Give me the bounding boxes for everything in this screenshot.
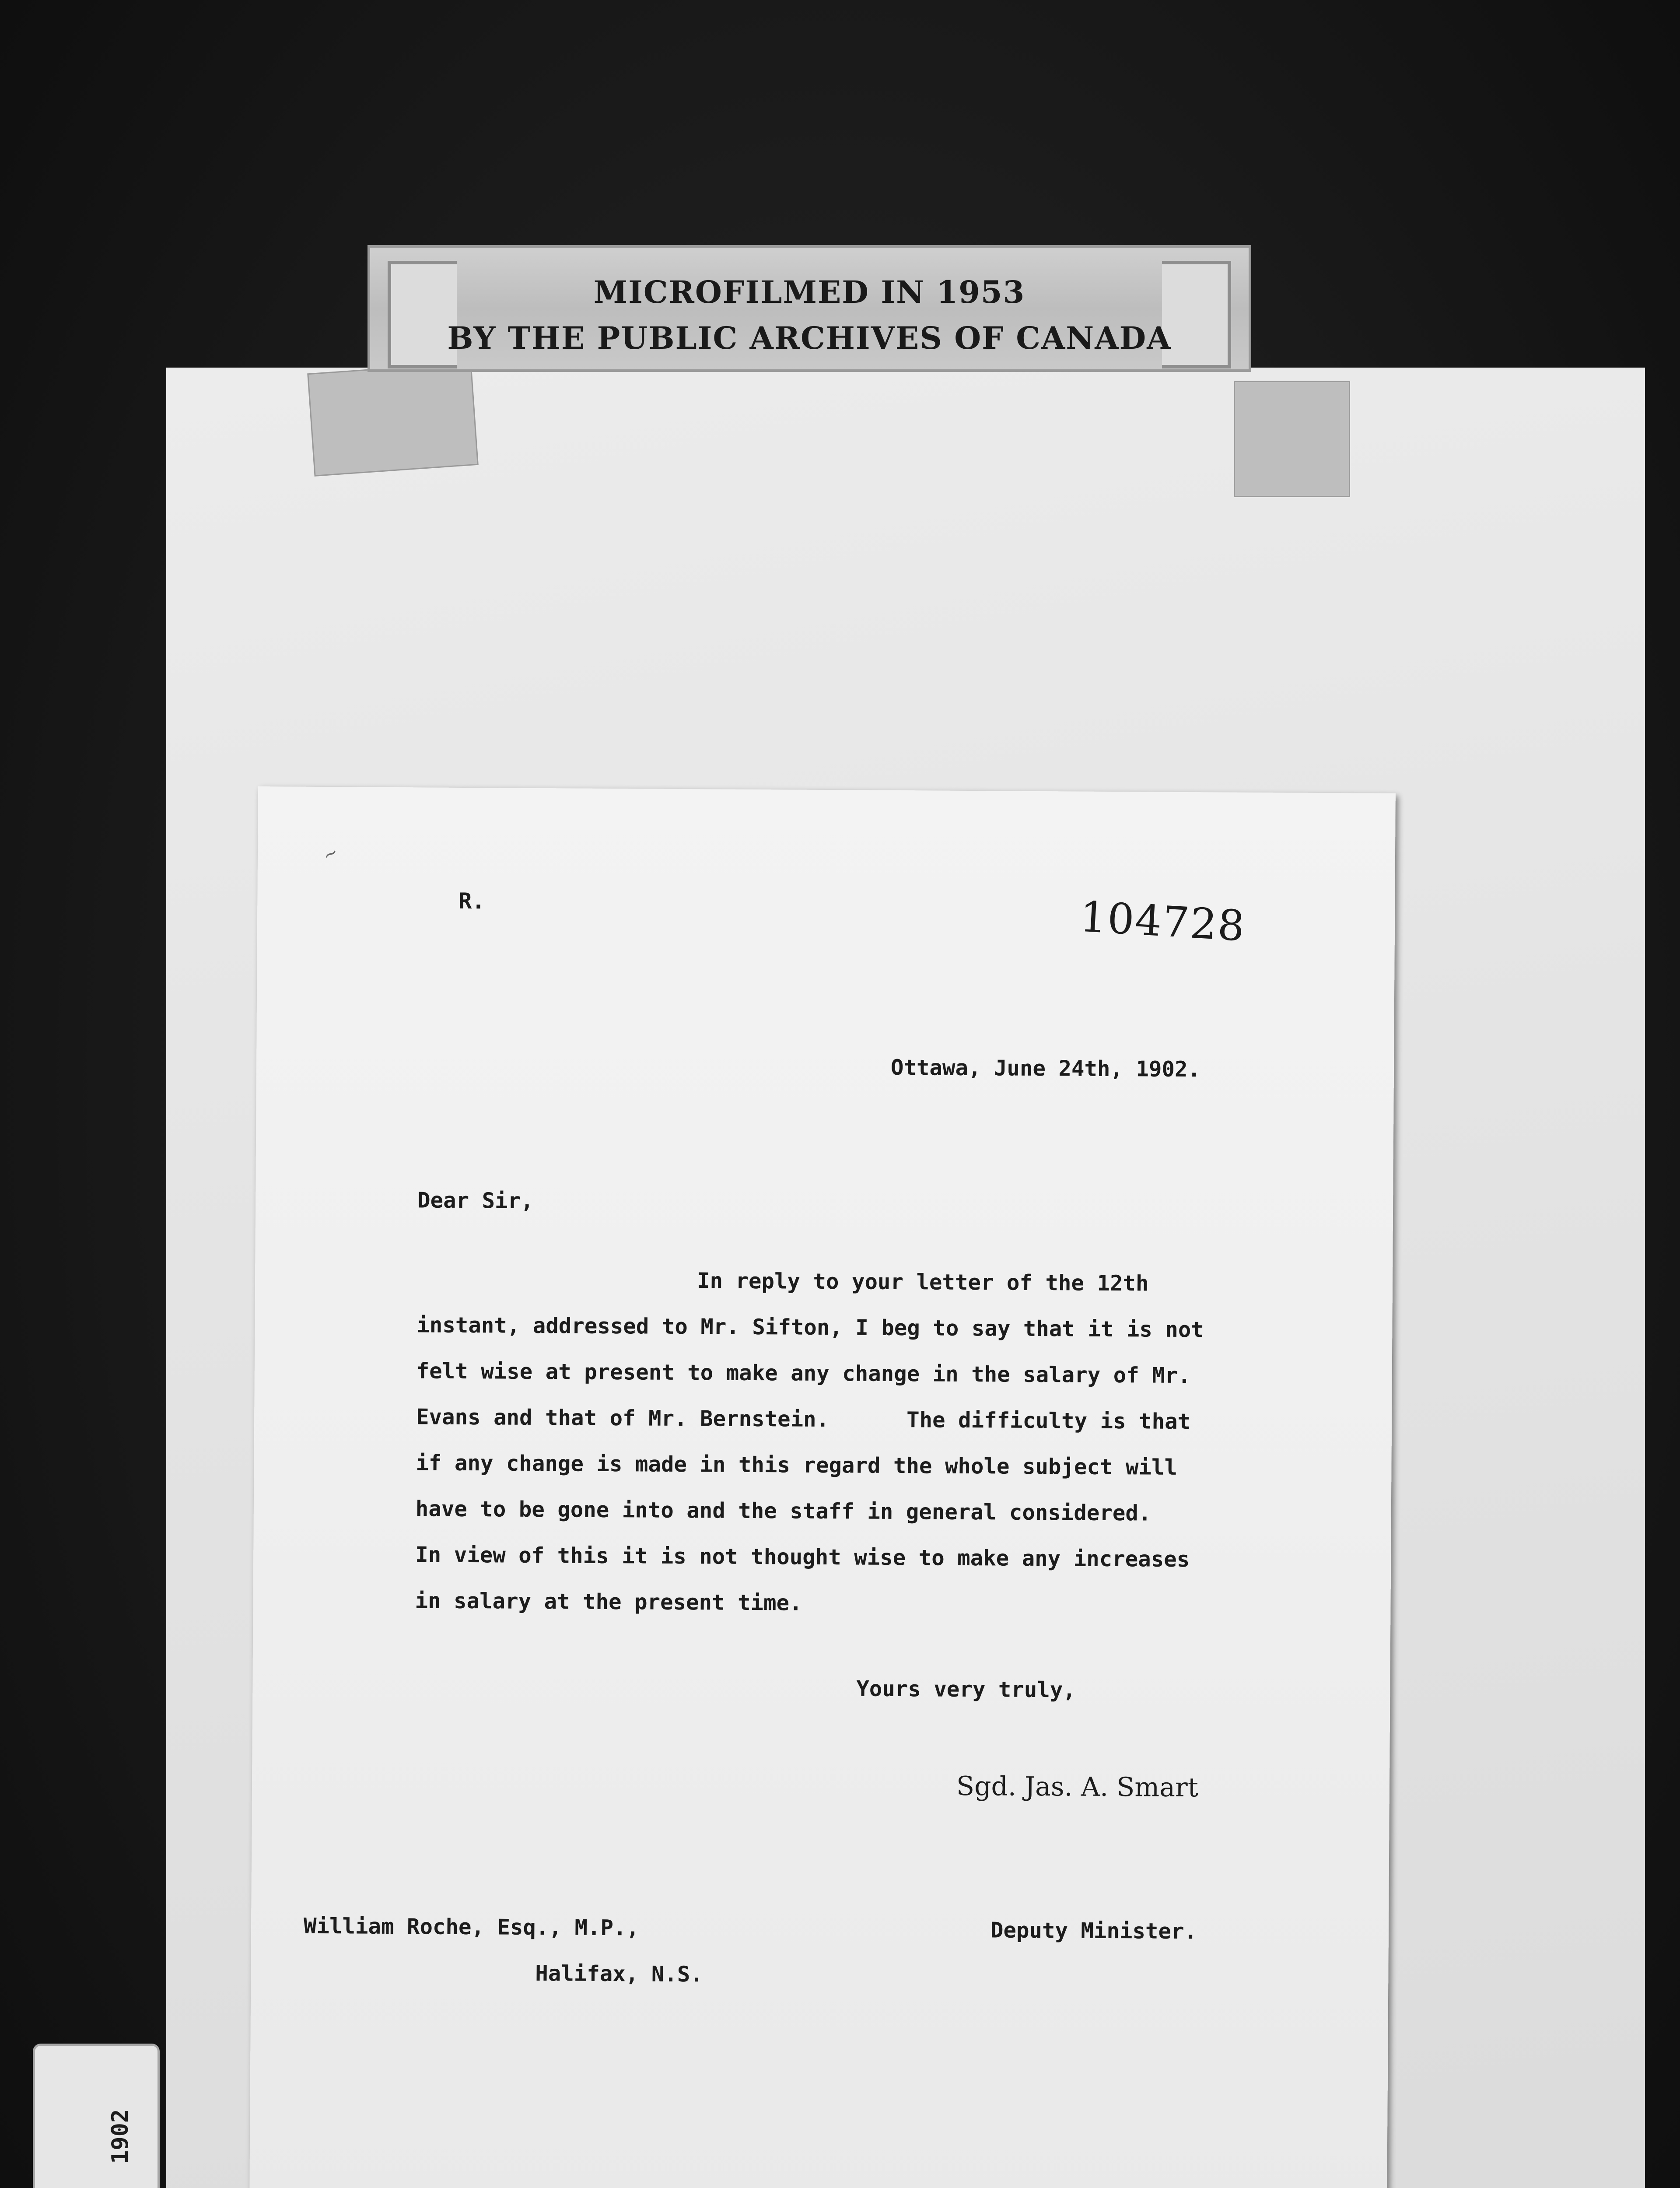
closing: Yours very truly,	[856, 1676, 1076, 1703]
letter-page	[249, 786, 1396, 2188]
signature: Sgd. Jas. A. Smart	[956, 1771, 1199, 1803]
tape-strip	[307, 362, 479, 477]
registry-mark: R.	[458, 888, 485, 914]
pencil-mark: ~	[319, 841, 342, 866]
letter-date: Ottawa, June 24th, 1902.	[890, 1055, 1201, 1082]
banner-line-1: MICROFILMED IN 1953	[593, 274, 1026, 310]
body-line: in salary at the present time.	[415, 1588, 802, 1616]
body-line: In view of this it is not thought wise to make any increases	[415, 1542, 1190, 1572]
file-index-card	[33, 2044, 160, 2188]
addressee-name: William Roche, Esq., M.P.,	[303, 1913, 640, 1941]
file-card-year: 1902	[107, 2109, 133, 2164]
file-number-stamp: 104728	[1078, 892, 1247, 951]
body-line: have to be gone into and the staff in general considered.	[415, 1496, 1152, 1526]
body-line: Evans and that of Mr. Bernstein. The difficulty is that	[416, 1404, 1191, 1434]
microfilm-banner	[368, 245, 1251, 372]
addressee-city: Halifax, N.S.	[535, 1961, 704, 1987]
body-line: felt wise at present to make any change in the salary of Mr.	[416, 1358, 1191, 1389]
tape-strip	[1234, 381, 1350, 497]
signer-title: Deputy Minister.	[990, 1918, 1197, 1944]
banner-line-2: BY THE PUBLIC ARCHIVES OF CANADA	[447, 320, 1172, 356]
body-line: In reply to your letter of the 12th	[696, 1268, 1149, 1296]
salutation: Dear Sir,	[417, 1188, 534, 1213]
body-line: instant, addressed to Mr. Sifton, I beg to say that it is not	[416, 1312, 1204, 1343]
body-line: if any change is made in this regard the whole subject will	[416, 1450, 1178, 1480]
